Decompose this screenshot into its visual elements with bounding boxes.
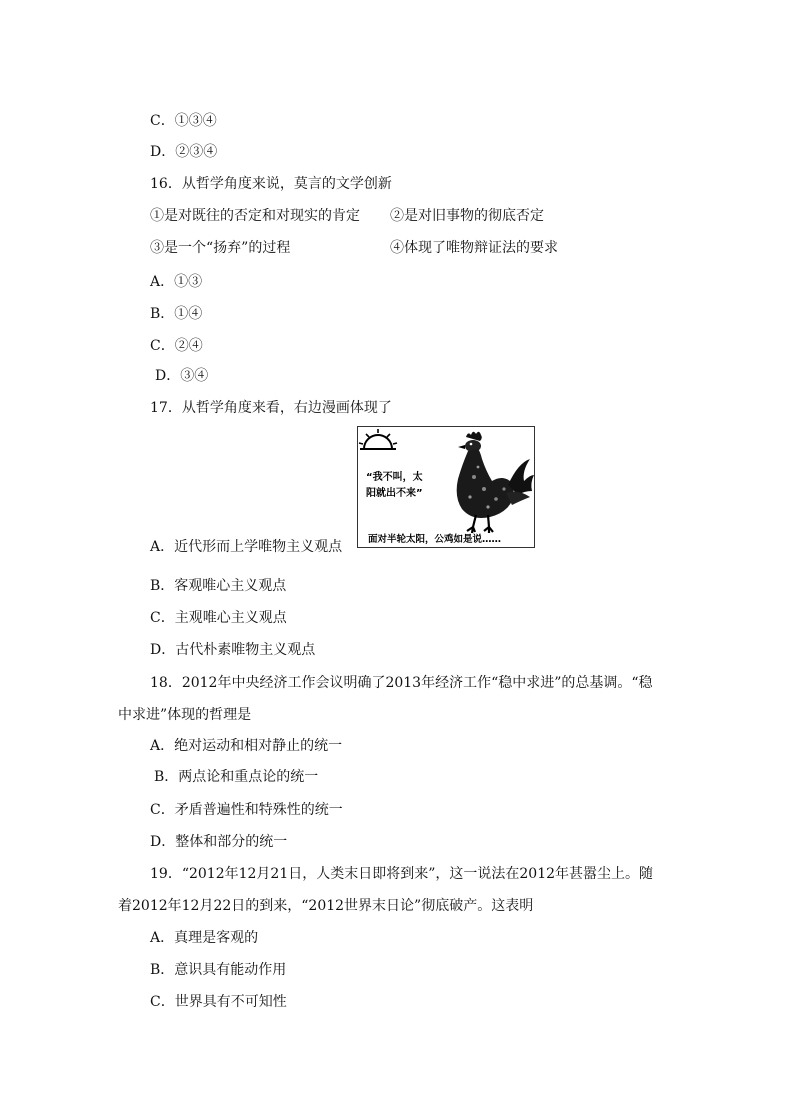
q16-option-c: C．②④ xyxy=(150,338,203,354)
q17-option-d: D．古代朴素唯物主义观点 xyxy=(150,642,316,658)
q19-option-b: B．意识具有能动作用 xyxy=(150,962,287,978)
q16-option-a: A．①③ xyxy=(150,274,203,290)
q17-option-b: B．客观唯心主义观点 xyxy=(150,578,287,594)
q17-stem: 17．从哲学角度来看，右边漫画体现了 xyxy=(150,400,392,416)
q18-option-b: B．两点论和重点论的统一 xyxy=(154,769,319,785)
q19-option-a: A．真理是客观的 xyxy=(150,930,259,946)
q16-item-3: ③是一个“扬弃”的过程 xyxy=(150,240,291,256)
q16-option-b: B．①④ xyxy=(150,306,203,322)
q19-stem-line-2: 着2012年12月22日的到来，“2012世界末日论”彻底破产。这表明 xyxy=(118,898,534,914)
q16-item-2: ②是对旧事物的彻底否定 xyxy=(390,208,544,224)
q16-stem: 16．从哲学角度来说，莫言的文学创新 xyxy=(150,176,392,192)
q16-option-d: D．③④ xyxy=(155,368,209,384)
q18-stem-line-1: 18．2012年中央经济工作会议明确了2013年经济工作“稳中求进”的总基调。“稳 xyxy=(150,675,653,691)
q18-option-d: D．整体和部分的统一 xyxy=(150,834,288,850)
q18-option-c: C．矛盾普遍性和特殊性的统一 xyxy=(150,802,343,818)
q16-item-1: ①是对既往的否定和对现实的肯定 xyxy=(150,208,360,224)
cartoon-caption: 面对半轮太阳，公鸡如是说…… xyxy=(368,534,502,545)
q15-option-d: D．②③④ xyxy=(150,144,218,160)
q16-item-4: ④体现了唯物辩证法的要求 xyxy=(390,240,558,256)
speech-line-2: 阳就出不来” xyxy=(366,488,423,499)
q19-option-c: C．世界具有不可知性 xyxy=(150,994,287,1010)
q18-stem-line-2: 中求进”体现的哲理是 xyxy=(118,707,252,723)
q17-option-a: A．近代形而上学唯物主义观点 xyxy=(150,539,343,555)
q19-stem-line-1: 19．“2012年12月21日，人类末日即将到来”，这一说法在2012年甚嚣尘上。随 xyxy=(150,866,654,882)
q17-option-c: C．主观唯心主义观点 xyxy=(150,610,287,626)
speech-line-1: “我不叫，太 xyxy=(366,472,423,483)
q15-option-c: C．①③④ xyxy=(150,113,217,129)
q18-option-a: A．绝对运动和相对静止的统一 xyxy=(150,738,343,754)
rooster-cartoon xyxy=(357,426,535,548)
